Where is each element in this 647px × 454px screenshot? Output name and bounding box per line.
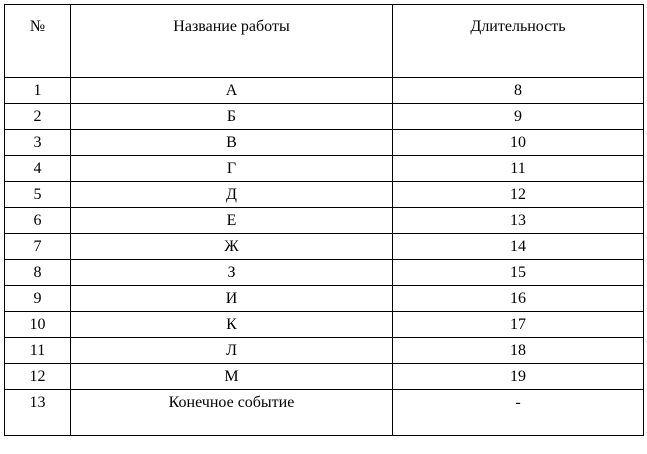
cell-num: 9 [5,286,71,312]
cell-num: 3 [5,130,71,156]
cell-duration: 10 [393,130,644,156]
header-num: № [5,5,71,78]
table-row [5,182,644,208]
cell-num: 2 [5,104,71,130]
cell-duration: 12 [393,182,644,208]
cell-duration: 14 [393,234,644,260]
work-duration-table [4,4,644,436]
table-row [5,312,644,338]
table-row [5,390,644,436]
header-work-name: Название работы [71,5,393,78]
cell-duration: 18 [393,338,644,364]
cell-name: М [71,364,393,390]
cell-name: И [71,286,393,312]
cell-name: Конечное событие [71,390,393,436]
cell-num: 1 [5,78,71,104]
table-row [5,364,644,390]
cell-name: Г [71,156,393,182]
table-body [5,78,644,436]
cell-num: 12 [5,364,71,390]
cell-name: Л [71,338,393,364]
cell-duration: - [393,390,644,436]
table-row [5,208,644,234]
cell-num: 10 [5,312,71,338]
cell-name: З [71,260,393,286]
cell-duration: 13 [393,208,644,234]
cell-duration: 16 [393,286,644,312]
table-row [5,286,644,312]
cell-duration: 19 [393,364,644,390]
cell-num: 5 [5,182,71,208]
cell-duration: 9 [393,104,644,130]
cell-name: В [71,130,393,156]
cell-num: 7 [5,234,71,260]
cell-duration: 11 [393,156,644,182]
cell-name: Е [71,208,393,234]
cell-num: 11 [5,338,71,364]
cell-name: Б [71,104,393,130]
cell-duration: 8 [393,78,644,104]
header-duration: Длительность [393,5,644,78]
cell-name: А [71,78,393,104]
cell-duration: 15 [393,260,644,286]
table-row [5,156,644,182]
cell-num: 8 [5,260,71,286]
table-row [5,338,644,364]
table-header-row [5,5,644,78]
cell-num: 13 [5,390,71,436]
table-row [5,130,644,156]
cell-name: Ж [71,234,393,260]
cell-num: 6 [5,208,71,234]
table-row [5,78,644,104]
table-row [5,260,644,286]
cell-name: К [71,312,393,338]
table-row [5,104,644,130]
cell-num: 4 [5,156,71,182]
table-row [5,234,644,260]
cell-duration: 17 [393,312,644,338]
cell-name: Д [71,182,393,208]
